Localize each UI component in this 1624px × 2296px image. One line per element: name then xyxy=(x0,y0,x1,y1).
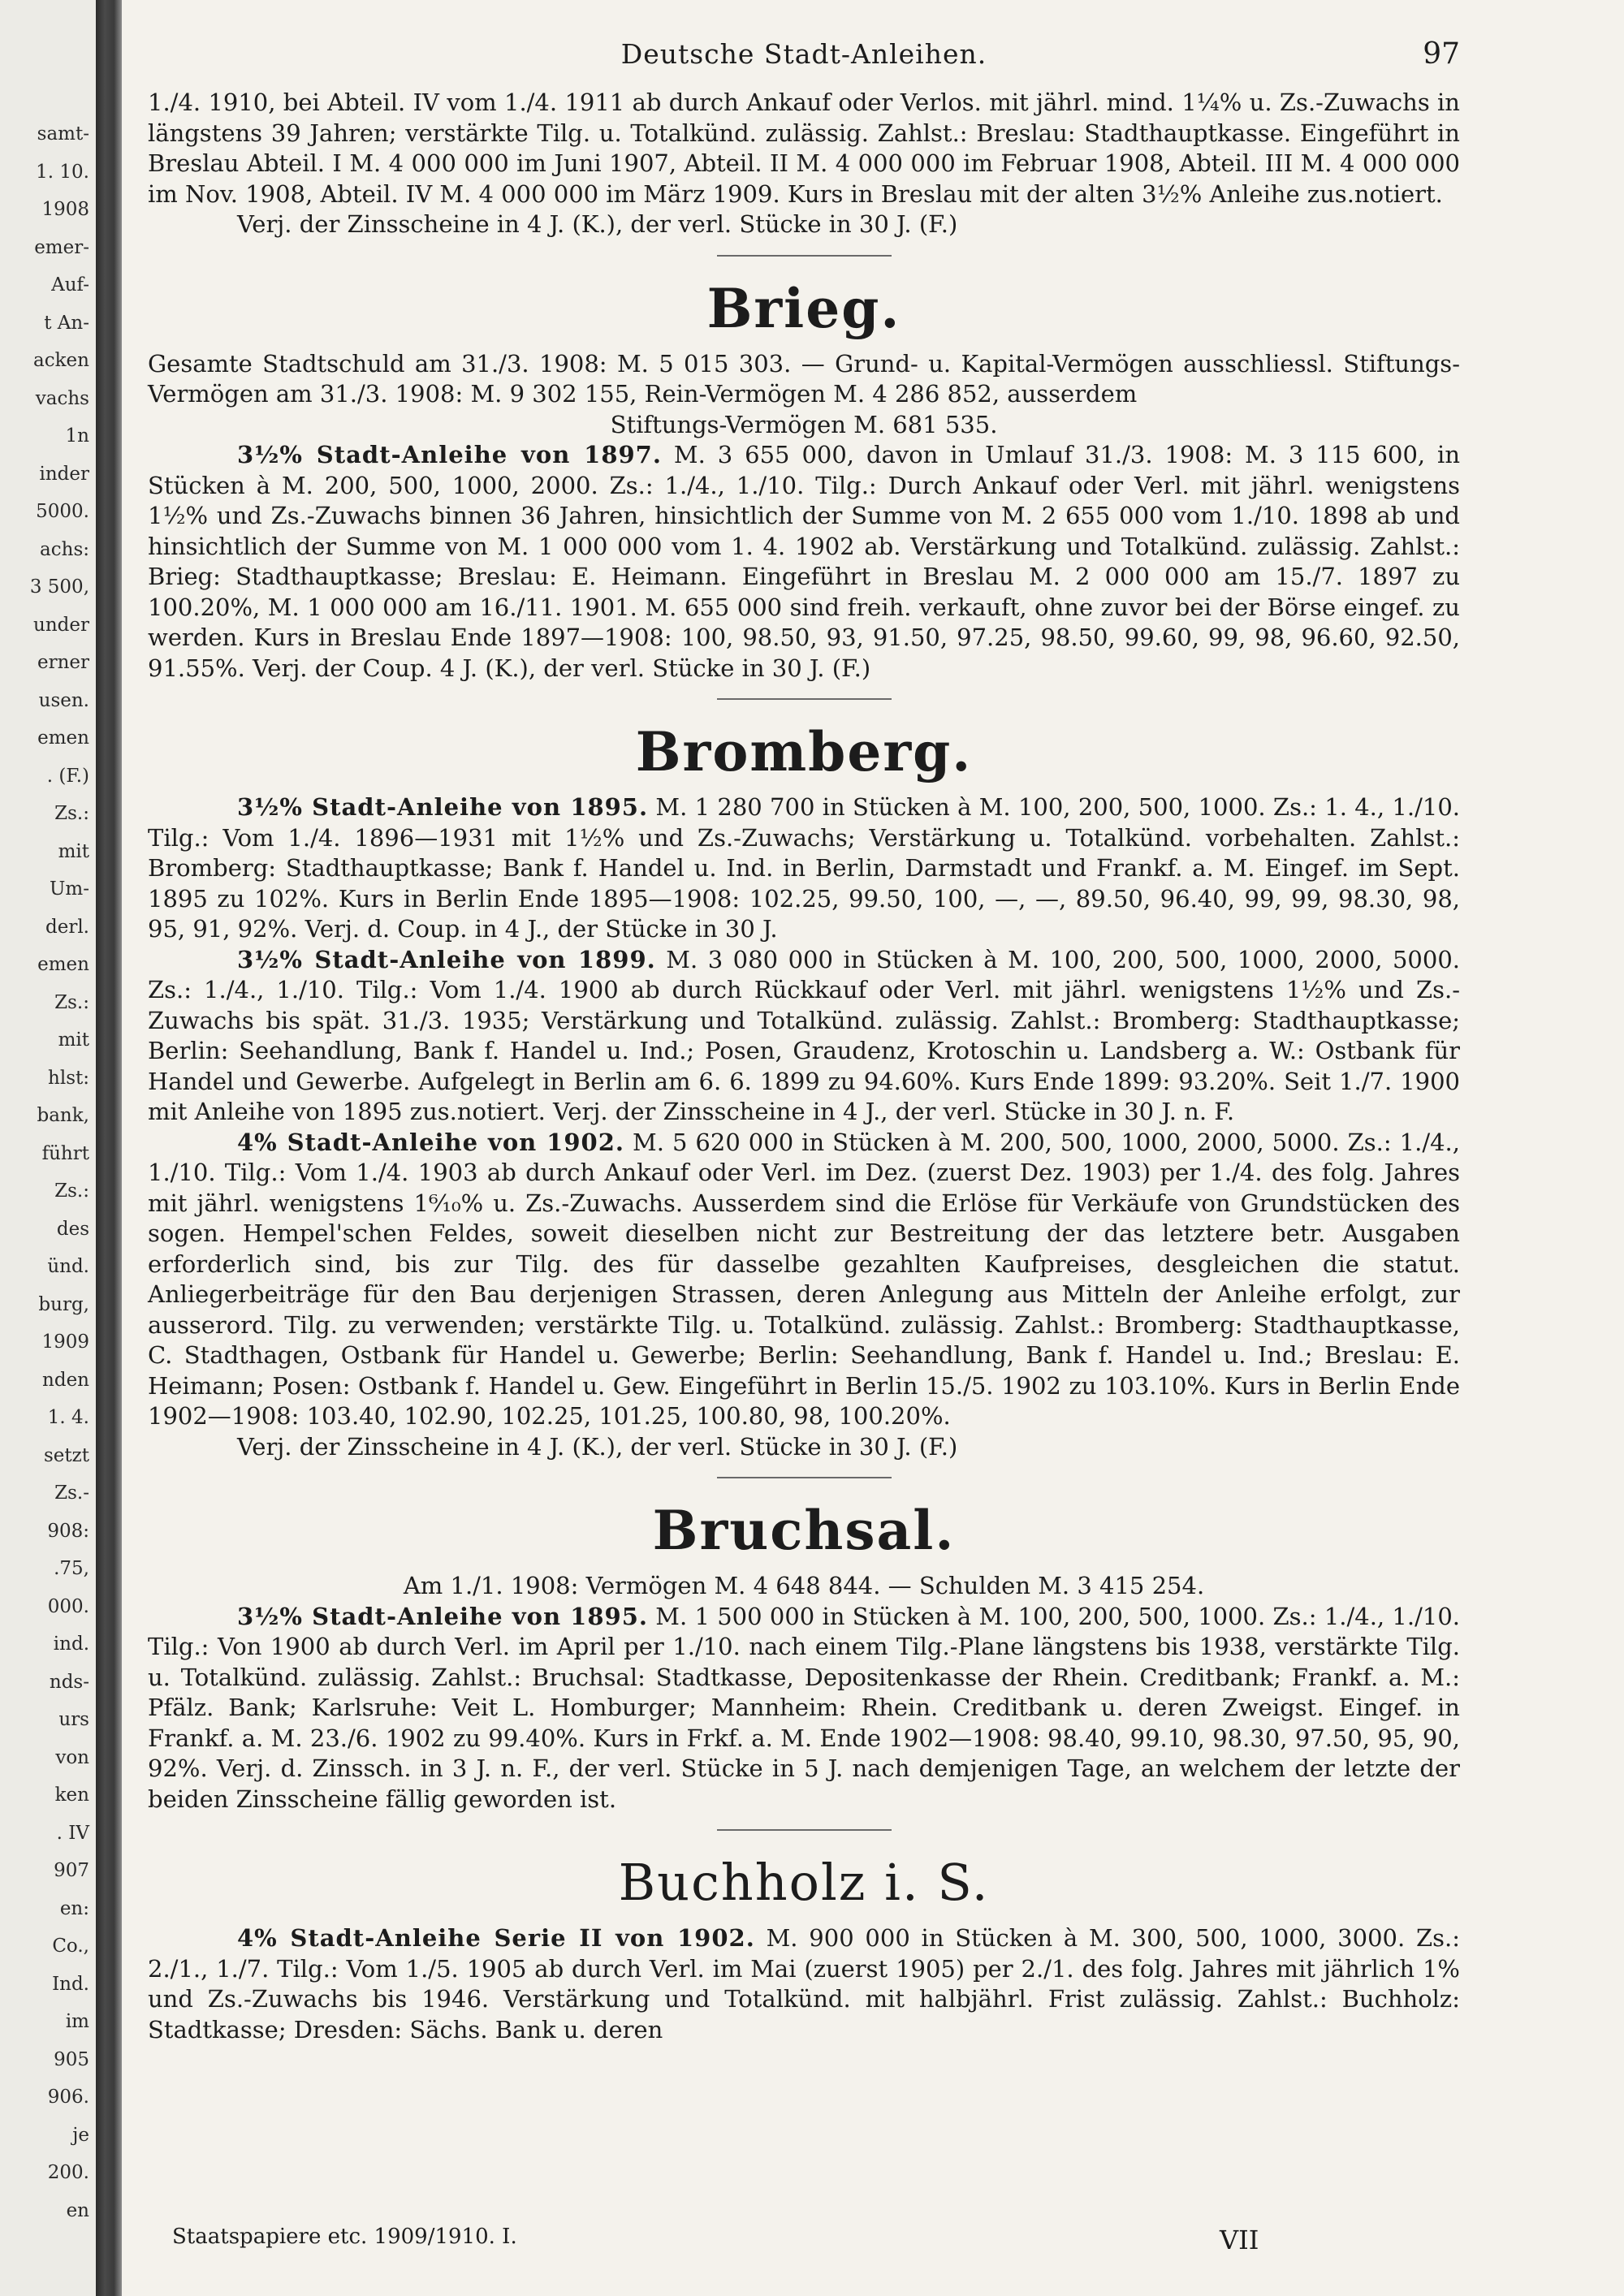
intro-verj: Verj. der Zinsscheine in 4 J. (K.), der verl. Stücke in 30 J. (F.) xyxy=(237,210,958,238)
running-header xyxy=(148,39,1460,88)
footer-sheet-number: VII xyxy=(1220,2225,1259,2255)
margin-fragment: erner xyxy=(37,652,89,673)
brieg-summary: Gesamte Stadtschuld am 31./3. 1908: M. 5 015 303. — Grund- u. Kapital-Vermögen ausschliessl. Stiftungs-Vermögen am 31./3. 1908: M. 9 302 155, Rein-Vermögen M. 4 286 852, ausserdem xyxy=(148,349,1460,408)
town-heading-bruchsal: Bruchsal. xyxy=(652,1499,956,1562)
margin-fragment: 000. xyxy=(47,1595,89,1617)
margin-fragment: en: xyxy=(59,1897,89,1919)
footer-signature: Staatspapiere etc. 1909/1910. I. xyxy=(172,2225,517,2249)
buchholz-loan-title: 4% Stadt-Anleihe Serie II von 1902. xyxy=(237,1924,755,1952)
town-heading-buchholz: Buchholz i. S. xyxy=(618,1853,990,1912)
bruchsal-loan xyxy=(148,1602,1460,1815)
margin-fragment: emen xyxy=(37,727,89,749)
margin-fragment: 3 500, xyxy=(29,576,89,598)
margin-fragment: Ind. xyxy=(52,1973,89,1995)
bruchsal-loan-title: 3½% Stadt-Anleihe von 1895. xyxy=(237,1602,648,1630)
margin-fragment: Zs.: xyxy=(54,991,89,1013)
margin-fragment: 5000. xyxy=(36,501,89,522)
margin-fragment: usen. xyxy=(38,689,89,711)
margin-fragment: nden xyxy=(42,1369,89,1391)
margin-fragment: derl. xyxy=(45,916,89,938)
bromberg-loan-1 xyxy=(148,792,1460,945)
bruchsal-summary: Am 1./1. 1908: Vermögen M. 4 648 844. — Schulden M. 3 415 254. xyxy=(403,1572,1205,1599)
margin-fragment: 1. 10. xyxy=(36,161,89,183)
bromberg-loan-2-text: M. 3 080 000 in Stücken à M. 100, 200, 500, 1000, 2000, 5000. Zs.: 1./4., 1./10. Tilg.: Vom 1./4. 1900 ab durch Rückkauf oder Verl. mit jährl. wenigstens 1½% und Zs.-Zuwachs bis spät. 31./3. 1935; Verstärkung und Totalkünd. zulässig. Zahlst.: Bromberg: Stadthauptkasse; Berlin: Seehandlung, Bank f. Handel u. Ind.; Posen, Graudenz, Krotoschin u. Landsberg a. W.: Ostbank für Handel und Gewerbe. Aufgelegt in Berlin am 6. 6. 1899 zu 94.60%. Kurs Ende 1899: 93.20%. Seit 1./7. 1900 mit Anleihe von 1895 zus.notiert. Verj. der Zinsscheine in 4 J., der verl. Stücke in 30 J. n. F. xyxy=(148,945,1460,1125)
margin-fragment: .75, xyxy=(54,1558,89,1579)
bromberg-loan-3-title: 4% Stadt-Anleihe von 1902. xyxy=(237,1128,624,1156)
margin-fragment: 1n xyxy=(65,425,89,447)
brieg-summary-2: Stiftungs-Vermögen M. 681 535. xyxy=(610,410,998,438)
bromberg-loan-1-title: 3½% Stadt-Anleihe von 1895. xyxy=(237,793,649,821)
margin-fragment: im xyxy=(65,2011,89,2032)
margin-fragment: 1. 4. xyxy=(47,1407,89,1428)
margin-fragment: 906. xyxy=(47,2087,89,2108)
brieg-loan-entry xyxy=(148,440,1460,684)
section-divider xyxy=(717,698,892,700)
margin-fragment: 907 xyxy=(54,1860,89,1881)
margin-fragment: bank, xyxy=(37,1105,89,1126)
margin-fragment: 1909 xyxy=(41,1331,89,1353)
margin-fragment: ünd. xyxy=(47,1256,89,1277)
town-heading-brieg: Brieg. xyxy=(706,276,901,340)
margin-fragment: Zs.: xyxy=(54,1180,89,1202)
margin-fragment: . IV xyxy=(56,1822,89,1844)
margin-fragment: 1908 xyxy=(41,199,89,220)
margin-fragment: . (F.) xyxy=(46,765,89,787)
brieg-loan-title: 3½% Stadt-Anleihe von 1897. xyxy=(237,441,662,468)
margin-fragment: von xyxy=(55,1746,89,1768)
bromberg-loan-2-title: 3½% Stadt-Anleihe von 1899. xyxy=(237,945,656,973)
margin-fragment: mit xyxy=(58,840,89,862)
margin-fragment: emer- xyxy=(34,236,89,258)
margin-fragment: nds- xyxy=(49,1671,89,1693)
margin-fragment: ken xyxy=(54,1785,89,1806)
page-body xyxy=(148,39,1460,2045)
margin-fragment: je xyxy=(72,2124,89,2146)
book-gutter xyxy=(96,0,122,2296)
bromberg-loan-3-text: M. 5 620 000 in Stücken à M. 200, 500, 1000, 2000, 5000. Zs.: 1./4., 1./10. Tilg.: Vom 1./4. 1903 ab durch Ankauf oder Verl. im Dez. (zuerst Dez. 1903) per 1./4. des folg. Jahres mit jährl. wenigstens 1⁶⁄₁₀% u. Zs.-Zuwachs. Ausserdem sind die Erlöse für Verkäufe von Grundstücken des sogen. Hempel'schen Feldes, soweit dieselben nicht zur Bestreitung der das letztere betr. Ausgaben erforderlich sind, bis zur Tilg. des für dasselbe gezahlten Kaufpreises, desgleichen die statut. Anliegerbeiträge für den Bau derjenigen Strassen, deren Anlegung aus Mitteln der Anleihe erfolgt, zur ausserord. Tilg. zu verwenden; verstärkte Tilg. u. Totalkünd. zulässig. Zahlst.: Bromberg: Stadthauptkasse, C. Stadthagen, Ostbank für Handel u. Gewerbe; Berlin: Seehandlung, Bank f. Handel u. Ind.; Breslau: E. Heimann; Posen: Ostbank f. Handel u. Gew. Eingeführt in Berlin 15./5. 1902 zu 103.10%. Kurs in Berlin Ende 1902—1908: 103.40, 102.90, 102.25, 101.25, 100.80, 98, 100.20%. xyxy=(148,1128,1460,1430)
margin-fragment: mit xyxy=(58,1029,89,1051)
bruchsal-loan-text: M. 1 500 000 in Stücken à M. 100, 200, 500, 1000. Zs.: 1./4., 1./10. Tilg.: Von 1900 ab durch Verl. im April per 1./10. nach einem Tilg.-Plane längstens bis 1938, verstärkte Tilg. u. Totalkünd. zulässig. Zahlst.: Bruchsal: Stadtkasse, Depositenkasse der Rhein. Creditbank; Frankf. a. M.: Pfälz. Bank; Karlsruhe: Veit L. Homburger; Mannheim: Rhein. Creditbank u. deren Zweigst. Eingef. in Frankf. a. M. 23./6. 1902 zu 99.40%. Kurs in Frkf. a. M. Ende 1902—1908: 98.40, 99.10, 98.30, 97.50, 95, 90, 92%. Verj. d. Zinssch. in 3 J. n. F., der verl. Stücke in 5 J. nach demjenigen Tage, an welchem der letzte der beiden Zinsscheine fällig geworden ist. xyxy=(148,1602,1460,1813)
margin-fragment: 905 xyxy=(54,2048,89,2070)
margin-fragment: Zs.- xyxy=(54,1482,89,1504)
margin-fragment: hlst: xyxy=(48,1067,89,1089)
section-divider xyxy=(717,255,892,257)
buchholz-loan-text: M. 900 000 in Stücken à M. 300, 500, 1000, 3000. Zs.: 2./1., 1./7. Tilg.: Vom 1./5. 1905 ab durch Verl. im Mai (zuerst 1905) per 2./1. des folg. Jahres mit jährlich 1% und Zs.-Zuwachs bis 1946. Verstärkung und Totalkünd. mit halbjährl. Frist zulässig. Zahlst.: Buchholz: Stadtkasse; Dresden: Sächs. Bank u. deren xyxy=(148,1924,1461,2044)
margin-fragment: 200. xyxy=(47,2162,89,2183)
adjacent-page-fragment xyxy=(0,0,96,2296)
bromberg-loan-1-text: M. 1 280 700 in Stücken à M. 100, 200, 500, 1000. Zs.: 1. 4., 1./10. Tilg.: Vom 1./4. 1896—1931 mit 1½% und Zs.-Zuwachs; Verstärkung u. Totalkünd. vorbehalten. Zahlst.: Bromberg: Stadthauptkasse; Bank f. Handel u. Ind. in Berlin, Darmstadt und Frankf. a. M. Eingef. im Sept. 1895 zu 102%. Kurs in Berlin Ende 1895—1908: 102.25, 99.50, 100, —, —, 89.50, 96.40, 99, 99, 98.30, 98, 95, 91, 92%. Verj. d. Coup. in 4 J., der Stücke in 30 J. xyxy=(148,793,1460,943)
section-divider xyxy=(717,1829,892,1831)
margin-fragment: ind. xyxy=(53,1634,89,1655)
margin-fragment: des xyxy=(56,1218,89,1240)
margin-fragment: führt xyxy=(41,1142,89,1164)
bromberg-loan-2 xyxy=(148,945,1460,1128)
margin-fragment: t An- xyxy=(44,312,89,334)
header-title: Deutsche Stadt-Anleihen. xyxy=(620,38,987,70)
bromberg-loan-3-verj: Verj. der Zinsscheine in 4 J. (K.), der verl. Stücke in 30 J. (F.) xyxy=(237,1432,958,1461)
margin-fragment: Auf- xyxy=(51,274,89,296)
buchholz-loan xyxy=(148,1923,1460,2045)
margin-fragment: urs xyxy=(58,1709,89,1730)
margin-fragment: Co., xyxy=(52,1936,89,1957)
margin-fragment: samt- xyxy=(37,123,89,145)
margin-fragment: emen xyxy=(37,954,89,975)
brieg-loan-text: M. 3 655 000, davon in Umlauf 31./3. 1908: M. 3 115 600, in Stücken à M. 200, 500, 1000, 2000. Zs.: 1./4., 1./10. Tilg.: Durch Ankauf oder Verl. mit jährl. wenigstens 1½% und Zs.-Zuwachs binnen 36 Jahren, hinsichtlich der Summe von M. 2 655 000 vom 1./10. 1898 ab und hinsichtlich der Summe von M. 1 000 000 vom 1. 4. 1902 ab. Verstärkung und Totalkünd. zulässig. Zahlst.: Brieg: Stadthauptkasse; Breslau: E. Heimann. Eingeführt in Breslau M. 2 000 000 am 15./7. 1897 zu 100.20%, M. 1 000 000 am 16./11. 1901. M. 655 000 sind freih. verkauft, ohne zuvor bei der Börse eingef. zu werden. Kurs in Breslau Ende 1897—1908: 100, 98.50, 93, 91.50, 97.25, 98.50, 99.60, 99, 98, 96.60, 92.50, 91.55%. Verj. der Coup. 4 J. (K.), der verl. Stücke in 30 J. (F.) xyxy=(148,441,1461,682)
margin-fragment: 908: xyxy=(47,1520,89,1542)
margin-fragment: vachs xyxy=(35,387,89,409)
margin-fragment: Um- xyxy=(50,878,89,900)
margin-fragment: en xyxy=(66,2199,89,2221)
margin-fragment: achs: xyxy=(40,538,89,560)
page-number: 97 xyxy=(1423,37,1460,71)
section-divider xyxy=(717,1477,892,1478)
bromberg-loan-3 xyxy=(148,1128,1460,1432)
town-heading-bromberg: Bromberg. xyxy=(635,720,973,783)
intro-paragraph: 1./4. 1910, bei Abteil. IV vom 1./4. 1911 ab durch Ankauf oder Verlos. mit jährl. mind. 1¼% u. Zs.-Zuwachs in längstens 39 Jahren; verstärkte Tilg. u. Totalkünd. zulässig. Zahlst.: Breslau: Stadthauptkasse. Eingeführt in Breslau Abteil. I M. 4 000 000 im Juni 1907, Abteil. II M. 4 000 000 im Februar 1908, Abteil. III M. 4 000 000 im Nov. 1908, Abteil. IV M. 4 000 000 im März 1909. Kurs in Breslau mit der alten 3½% Anleihe zus.notiert. xyxy=(148,88,1460,208)
margin-fragment: under xyxy=(33,614,89,636)
margin-fragment: burg, xyxy=(38,1293,89,1315)
margin-fragment: inder xyxy=(39,463,89,485)
margin-fragment: setzt xyxy=(43,1444,89,1466)
margin-fragment: Zs.: xyxy=(54,803,89,824)
margin-fragment: acken xyxy=(33,350,89,371)
